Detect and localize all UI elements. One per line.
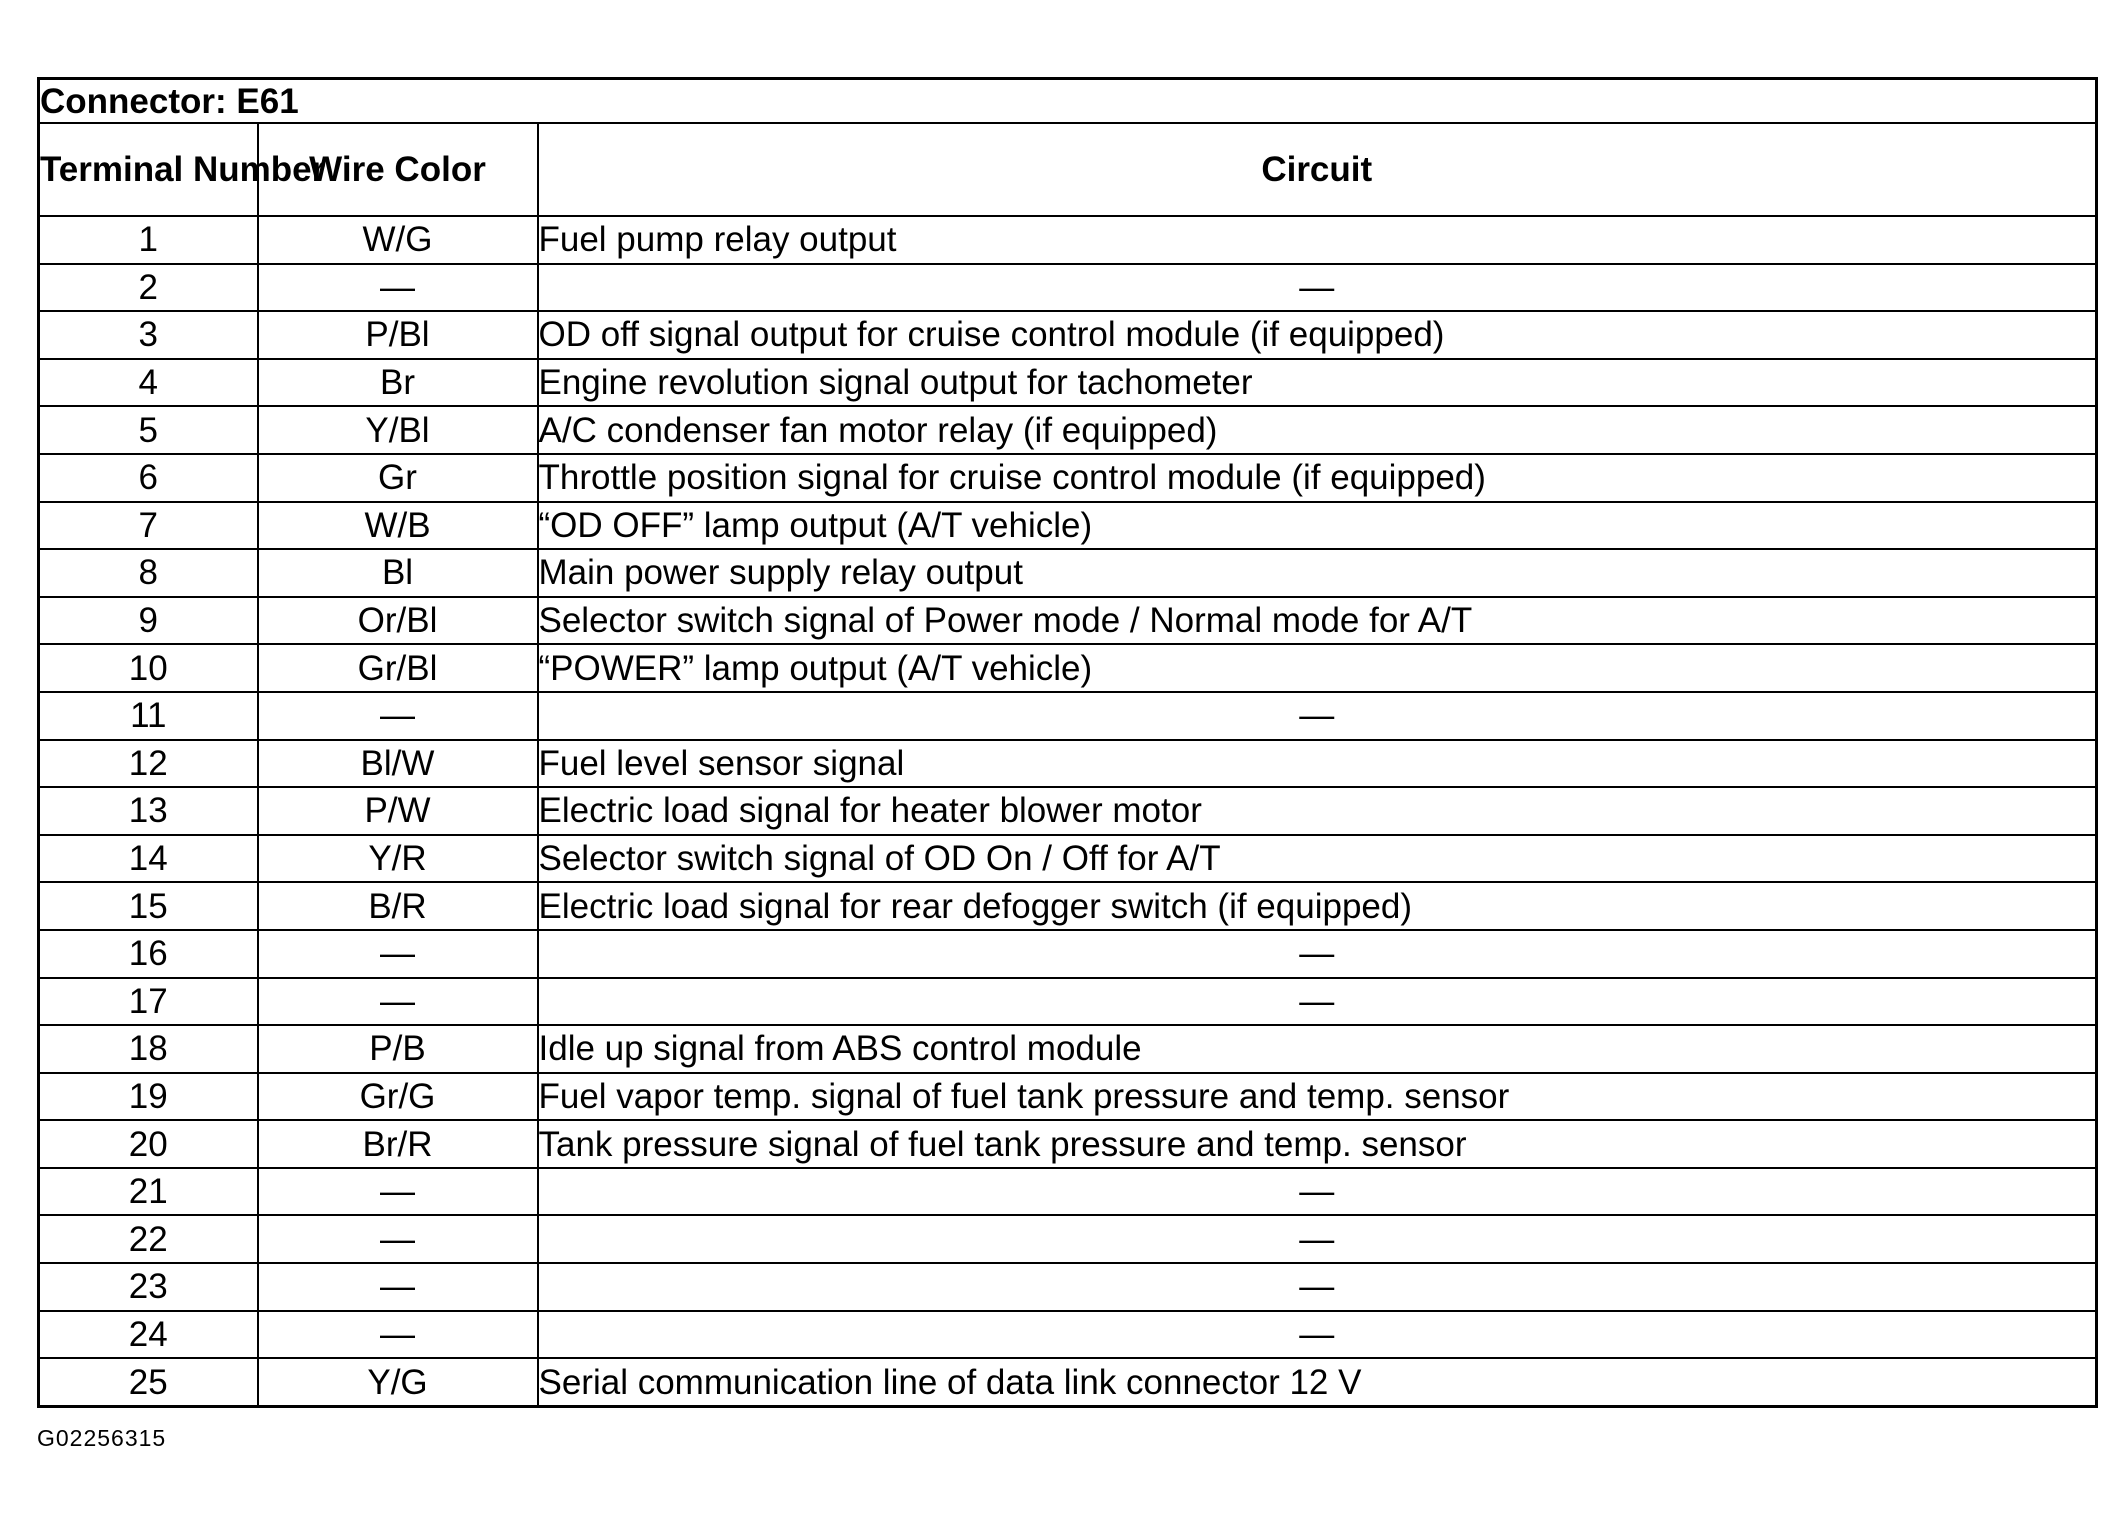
table-row <box>39 216 2097 264</box>
terminal-number-cell: 5 <box>39 406 258 454</box>
wire-color-cell: Y/R <box>258 835 538 883</box>
wire-color-cell: Bl/W <box>258 740 538 788</box>
wire-color-header: Wire Color <box>258 123 538 216</box>
circuit-cell: Main power supply relay output <box>538 549 2097 597</box>
wire-color-cell: W/G <box>258 216 538 264</box>
terminal-number-cell: 10 <box>39 644 258 692</box>
table-row <box>39 406 2097 454</box>
table-row <box>39 740 2097 788</box>
table-row <box>39 549 2097 597</box>
wire-color-cell: — <box>258 1311 538 1359</box>
table-row <box>39 978 2097 1026</box>
circuit-cell: — <box>538 978 2097 1026</box>
wire-color-cell: Gr/G <box>258 1073 538 1121</box>
terminal-number-header: Terminal Number <box>39 123 258 216</box>
terminal-number-cell: 2 <box>39 264 258 312</box>
wire-color-cell: Gr <box>258 454 538 502</box>
circuit-cell: Serial communication line of data link connector 12 V <box>538 1358 2097 1406</box>
terminal-number-cell: 25 <box>39 1358 258 1406</box>
table-row <box>39 1025 2097 1073</box>
wire-color-cell: P/B <box>258 1025 538 1073</box>
terminal-number-cell: 20 <box>39 1120 258 1168</box>
table-row <box>39 1263 2097 1311</box>
table-row <box>39 264 2097 312</box>
wire-color-cell: B/R <box>258 882 538 930</box>
table-row <box>39 454 2097 502</box>
wire-color-cell: — <box>258 1215 538 1263</box>
circuit-cell: — <box>538 264 2097 312</box>
wire-color-cell: — <box>258 930 538 978</box>
table-row <box>39 1168 2097 1216</box>
table-row <box>39 692 2097 740</box>
circuit-cell: Fuel vapor temp. signal of fuel tank pressure and temp. sensor <box>538 1073 2097 1121</box>
connector-title: Connector: E61 <box>39 79 2097 124</box>
wire-color-cell: Y/G <box>258 1358 538 1406</box>
circuit-cell: — <box>538 692 2097 740</box>
circuit-cell: Idle up signal from ABS control module <box>538 1025 2097 1073</box>
circuit-cell: — <box>538 1168 2097 1216</box>
wire-color-cell: — <box>258 264 538 312</box>
wire-color-cell: Or/Bl <box>258 597 538 645</box>
table-row <box>39 1358 2097 1406</box>
table-row <box>39 359 2097 407</box>
terminal-number-cell: 1 <box>39 216 258 264</box>
connector-pinout-table <box>37 77 2098 1408</box>
circuit-cell: Tank pressure signal of fuel tank pressure and temp. sensor <box>538 1120 2097 1168</box>
table-row <box>39 1215 2097 1263</box>
terminal-number-cell: 14 <box>39 835 258 883</box>
wire-color-cell: Br/R <box>258 1120 538 1168</box>
wire-color-cell: Bl <box>258 549 538 597</box>
terminal-number-cell: 13 <box>39 787 258 835</box>
circuit-cell: Selector switch signal of OD On / Off for A/T <box>538 835 2097 883</box>
circuit-cell: OD off signal output for cruise control module (if equipped) <box>538 311 2097 359</box>
wire-color-cell: Y/Bl <box>258 406 538 454</box>
wire-color-cell: W/B <box>258 502 538 550</box>
table-row <box>39 835 2097 883</box>
terminal-number-cell: 8 <box>39 549 258 597</box>
table-body <box>39 79 2097 1407</box>
circuit-header: Circuit <box>538 123 2097 216</box>
circuit-cell: — <box>538 930 2097 978</box>
table-row <box>39 882 2097 930</box>
terminal-number-cell: 12 <box>39 740 258 788</box>
wire-color-cell: Gr/Bl <box>258 644 538 692</box>
circuit-cell: “OD OFF” lamp output (A/T vehicle) <box>538 502 2097 550</box>
terminal-number-cell: 23 <box>39 1263 258 1311</box>
wire-color-cell: P/Bl <box>258 311 538 359</box>
circuit-cell: Engine revolution signal output for tachometer <box>538 359 2097 407</box>
circuit-cell: “POWER” lamp output (A/T vehicle) <box>538 644 2097 692</box>
circuit-cell: Throttle position signal for cruise control module (if equipped) <box>538 454 2097 502</box>
terminal-number-cell: 3 <box>39 311 258 359</box>
terminal-number-cell: 17 <box>39 978 258 1026</box>
terminal-number-cell: 6 <box>39 454 258 502</box>
terminal-number-cell: 4 <box>39 359 258 407</box>
terminal-number-cell: 22 <box>39 1215 258 1263</box>
wire-color-cell: Br <box>258 359 538 407</box>
table-row <box>39 597 2097 645</box>
circuit-cell: A/C condenser fan motor relay (if equipped) <box>538 406 2097 454</box>
terminal-number-cell: 11 <box>39 692 258 740</box>
terminal-number-cell: 16 <box>39 930 258 978</box>
connector-title-row <box>39 79 2097 124</box>
terminal-number-cell: 21 <box>39 1168 258 1216</box>
table-row <box>39 1120 2097 1168</box>
wire-color-cell: — <box>258 978 538 1026</box>
terminal-number-cell: 9 <box>39 597 258 645</box>
table-row <box>39 502 2097 550</box>
circuit-cell: Fuel level sensor signal <box>538 740 2097 788</box>
header-row <box>39 123 2097 216</box>
table-row <box>39 1073 2097 1121</box>
table-row <box>39 930 2097 978</box>
table-row <box>39 311 2097 359</box>
terminal-number-cell: 24 <box>39 1311 258 1359</box>
circuit-cell: — <box>538 1311 2097 1359</box>
terminal-number-cell: 15 <box>39 882 258 930</box>
table-row <box>39 644 2097 692</box>
wire-color-cell: — <box>258 1263 538 1311</box>
table-row <box>39 1311 2097 1359</box>
circuit-cell: Electric load signal for rear defogger switch (if equipped) <box>538 882 2097 930</box>
wire-color-cell: P/W <box>258 787 538 835</box>
wire-color-cell: — <box>258 692 538 740</box>
terminal-number-cell: 19 <box>39 1073 258 1121</box>
figure-id: G02256315 <box>37 1425 167 1451</box>
table-row <box>39 787 2097 835</box>
circuit-cell: — <box>538 1215 2097 1263</box>
terminal-number-cell: 7 <box>39 502 258 550</box>
circuit-cell: Fuel pump relay output <box>538 216 2097 264</box>
circuit-cell: Selector switch signal of Power mode / Normal mode for A/T <box>538 597 2097 645</box>
circuit-cell: Electric load signal for heater blower motor <box>538 787 2097 835</box>
circuit-cell: — <box>538 1263 2097 1311</box>
terminal-number-cell: 18 <box>39 1025 258 1073</box>
wire-color-cell: — <box>258 1168 538 1216</box>
